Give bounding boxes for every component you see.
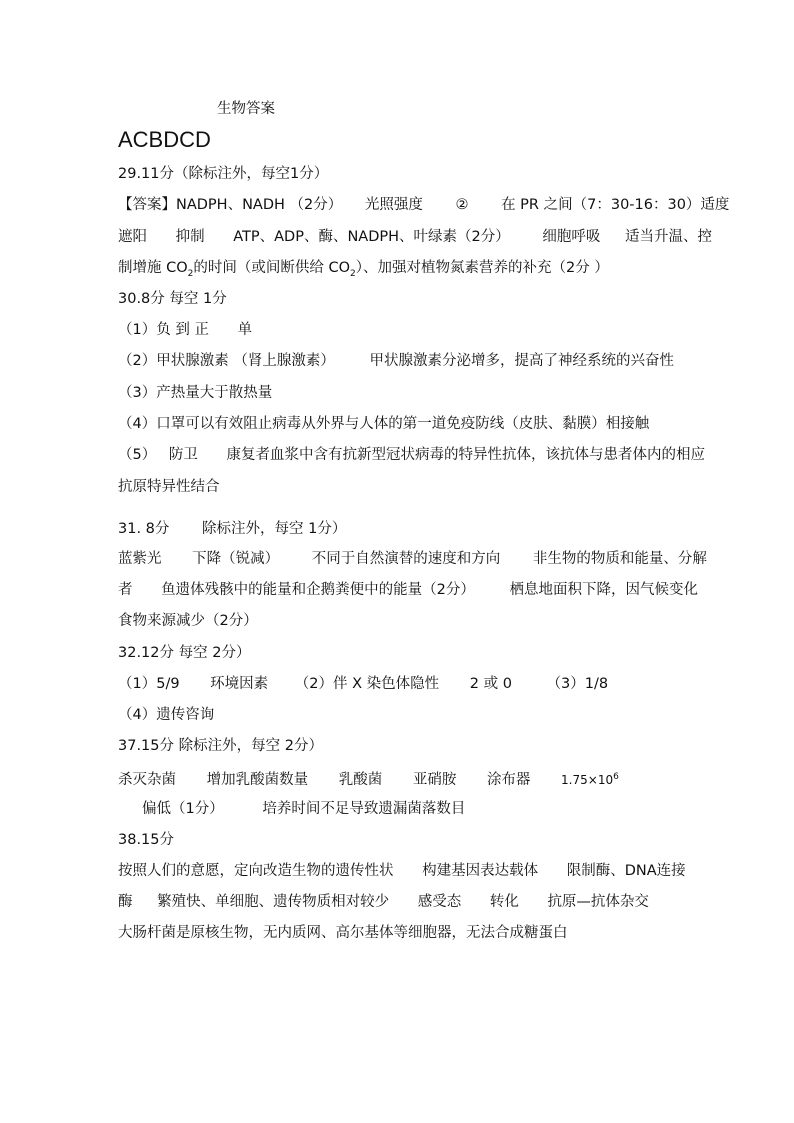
q38-line-1 [118,861,686,881]
q31-answer-2: 下降（锐减） [192,551,280,567]
q32-answer-4: 2 或 0 [469,676,512,692]
q38-header: 38.15分 [118,832,175,848]
q38-answer-2: 构建基因表达载体 [422,863,539,879]
q37-answer-5: 涂布器 [486,772,531,788]
q37-answer-1: 杀灭杂菌 [118,772,176,788]
q29-answer-1: 【答案】NADPH、NADH （2分） [118,197,343,213]
q37-header: 37.15分 除标注外，每空 2分） [118,738,323,754]
q31-answer-5: 者 [118,582,133,598]
q38-answer-8: 抗原—抗体杂交 [547,894,649,910]
document-title: 生物答案 [217,101,275,117]
q37-answer-4: 亚硝胺 [412,772,457,788]
q32-header: 32.12分 每空 2分） [118,645,251,661]
q31-line-1 [118,549,707,569]
q38-line-3: 大肠杆菌是原核生物，无内质网、高尔基体等细胞器，无法合成糖蛋白 [118,925,568,941]
q29-text-e: ）、加强对植物氮素营养的补充（2分 ） [355,260,609,276]
q31-answer-6: 鱼遗体残骸中的能量和企鹅粪便中的能量（2分） [161,582,475,598]
q29-answer-6: 抑制 [175,229,205,245]
q29-answer-2: 光照强度 [364,197,423,213]
q38-answer-3: 限制酶、DNA连接 [566,863,686,879]
q29-sub-1: 2 [187,268,194,279]
q30-header: 30.8分 每空 1分 [118,291,227,307]
q37-number: 1.75×10 [561,773,614,787]
q37-answer-6 [561,767,619,790]
q31-header-score: 31. 8分 [118,521,170,537]
q30-answer-3: （2）甲状腺激素 （肾上腺激素） [118,353,335,369]
q37-line-1 [118,767,619,790]
q29-answer-5: 遮阳 [118,229,147,245]
q38-answer-6: 感受态 [417,894,462,910]
q30-line-4: （4）口罩可以有效阻止病毒从外界与人体的第一道免疫防线（皮肤、黏膜）相接触 [118,416,650,432]
q30-line-2 [118,351,674,371]
q30-answer-1: （1）负 到 正 [118,322,209,338]
q31-line-2 [118,580,698,600]
mcq-answers: ACBDCD [118,127,211,152]
q30-answer-2: 单 [237,322,253,338]
q30-line-5 [118,445,705,465]
q29-answer-8: 细胞呼吸 [542,229,601,245]
q31-header-note: 除标注外，每空 1分） [202,521,347,537]
q37-exponent: 6 [613,772,619,782]
q31-answer-1: 蓝紫光 [118,551,162,567]
q29-line-2 [118,227,712,247]
q38-line-2 [118,892,649,912]
q32-answer-5: （3）1/8 [546,676,609,692]
q29-sub-2: 2 [350,268,356,279]
q29-answer-4: 在 PR 之间（7：30-16：30）适度 [501,197,730,213]
q31-answer-4: 非生物的物质和能量、分解 [532,551,707,567]
q37-answer-7: 偏低（1分） [142,801,224,817]
q32-answer-2: 环境因素 [210,676,269,692]
q37-answer-2: 增加乳酸菌数量 [206,772,309,788]
q30-answer-4: 甲状腺激素分泌增多，提高了神经系统的兴奋性 [369,353,674,369]
q38-answer-4: 酶 [118,894,133,910]
q32-answer-1: （1）5/9 [118,676,180,692]
q29-answer-9: 适当升温、控 [624,229,712,245]
q38-answer-1: 按照人们的意愿，定向改造生物的遗传性状 [118,863,394,879]
q29-answer-7: ATP、ADP、酶、NADPH、叶绿素（2分） [233,229,510,245]
q30-line-1 [118,320,252,340]
q29-line-3 [118,258,609,284]
q30-answer-6: 防卫 [168,447,198,463]
q30-line-6: 抗原特异性结合 [118,479,220,495]
q29-text-c: 的时间（或间断供给 CO [193,260,351,276]
q29-answer-3: ② [455,197,469,213]
q29-line-1 [118,195,729,215]
q30-answer-5: （5） [118,447,157,463]
q32-line-1 [118,674,608,694]
q37-answer-3: 乳酸菌 [338,772,383,788]
q37-answer-8: 培养时间不足导致遗漏菌落数目 [262,801,466,817]
q32-answer-3: （2）伴 X 染色体隐性 [294,676,440,692]
q38-answer-5: 繁殖快、单细胞、遗传物质相对较少 [157,894,390,910]
q31-line-3: 食物来源减少（2分） [118,613,258,629]
q30-answer-7: 康复者血浆中含有抗新型冠状病毒的特异性抗体，该抗体与患者体内的相应 [226,447,705,463]
q37-line-2 [142,799,465,819]
q31-header [118,519,346,539]
q38-answer-7: 转化 [489,894,519,910]
q30-line-3: （3）产热量大于散热量 [118,385,273,401]
q29-text-a: 制增施 CO [118,260,188,276]
q32-line-2: （4）遗传咨询 [118,707,215,723]
q31-answer-7: 栖息地面积下降，因气候变化 [509,582,698,598]
q29-header: 29.11分（除标注外，每空1分） [118,166,329,182]
q31-answer-3: 不同于自然演替的速度和方向 [311,551,501,567]
